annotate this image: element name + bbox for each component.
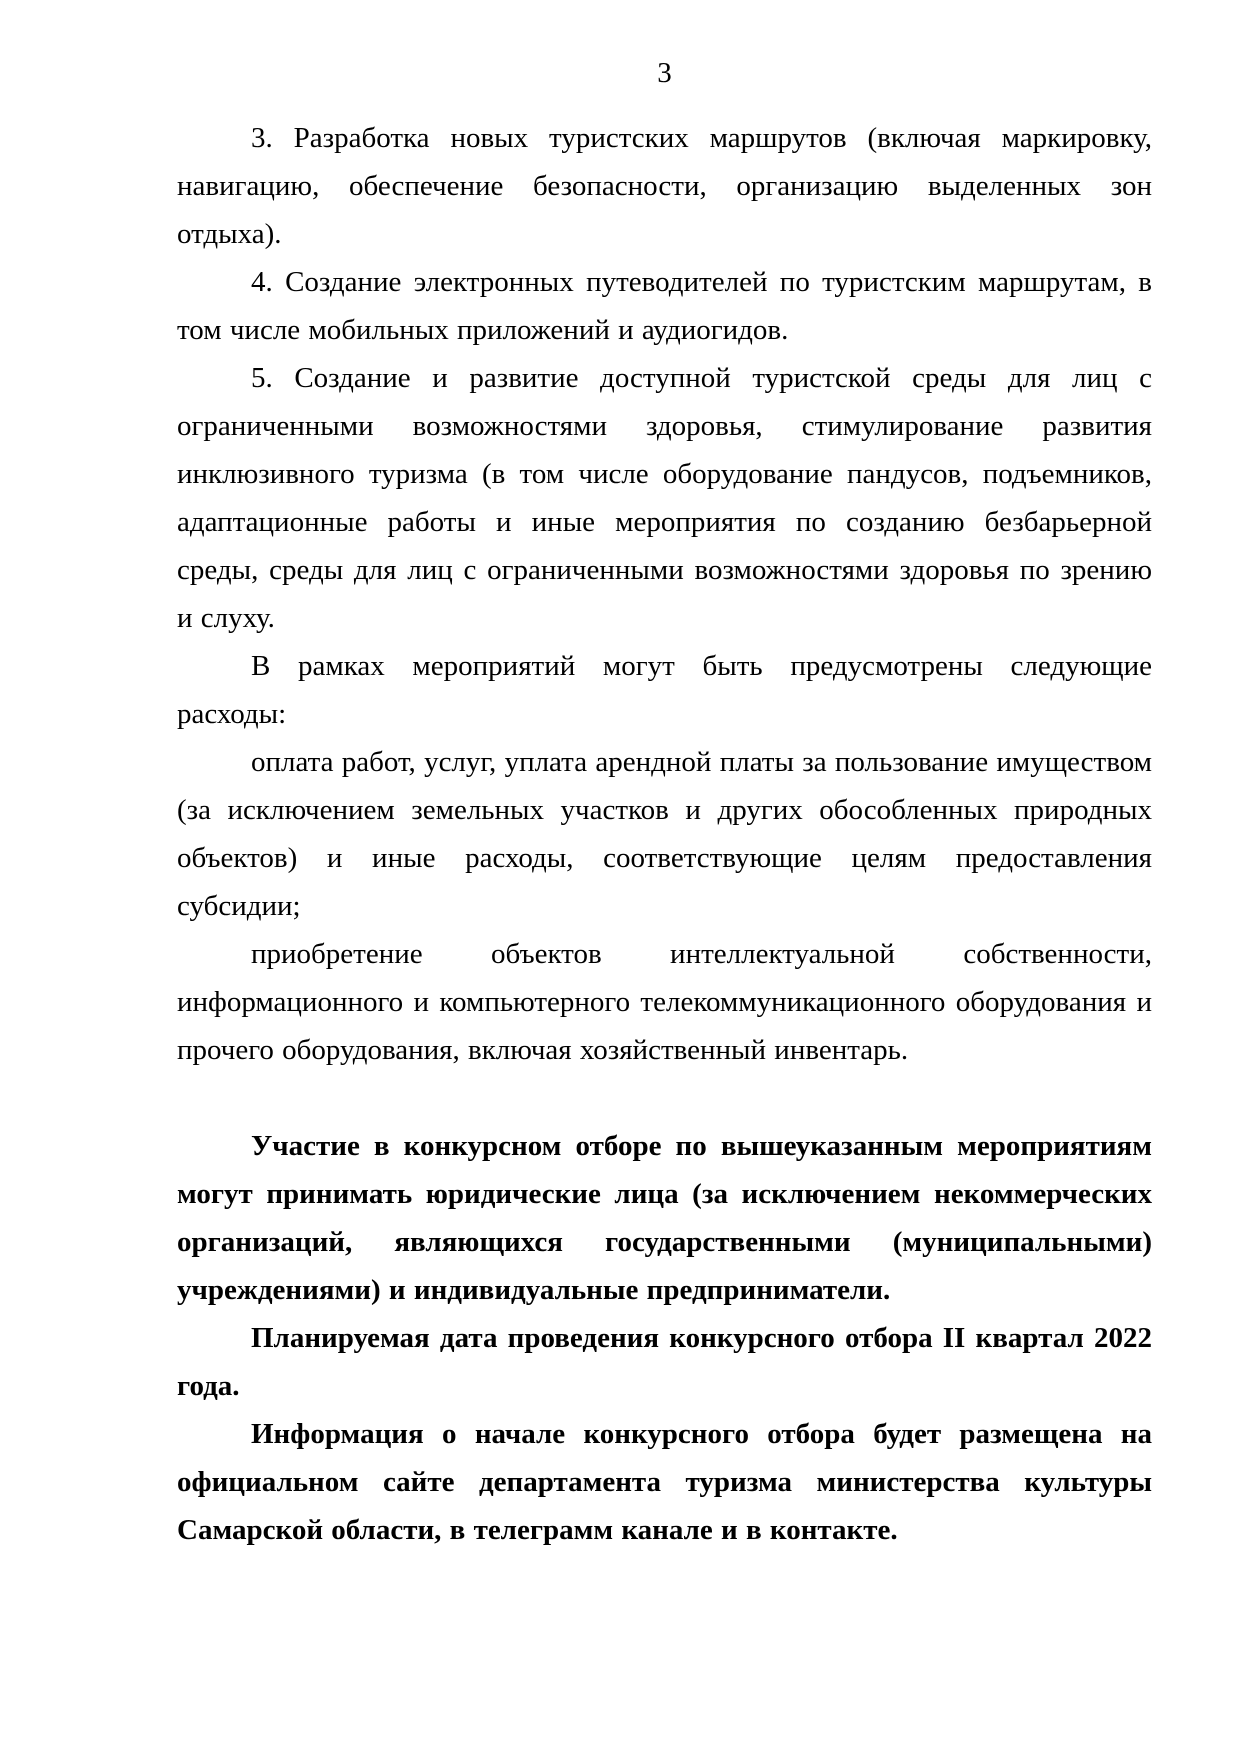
body-paragraph-item-3: 3. Разработка новых туристских маршрутов (включая маркировку, навигацию, обеспечение безопасности, организацию выделенных зон отдыха).	[177, 122, 1152, 250]
page-content	[177, 56, 1152, 1554]
body-paragraph-item-5: 5. Создание и развитие доступной туристской среды для лиц с ограниченными возможностями здоровья, стимулирование развития инклюзивного туризма (в том числе оборудование пандусов, подъемников, адаптационные работы и иные мероприятия по созданию безбарьерной среды, среды для лиц с ограниченными возможностями здоровья по зрению и слуху.	[177, 362, 1152, 634]
bold-paragraph-planned-date: Планируемая дата проведения конкурсного отбора II квартал 2022 года.	[177, 1322, 1152, 1402]
body-paragraph-item-4: 4. Создание электронных путеводителей по туристским маршрутам, в том числе мобильных приложений и аудиогидов.	[177, 266, 1152, 346]
paragraph-spacer	[177, 1074, 1152, 1122]
body-paragraph-expenses-payment: оплата работ, услуг, уплата арендной платы за пользование имуществом (за исключением земельных участков и других обособленных природных объектов) и иные расходы, соответствующие целям предоставления субсидии;	[177, 746, 1152, 922]
body-paragraph-expenses-intro: В рамках мероприятий могут быть предусмотрены следующие расходы:	[177, 650, 1152, 730]
page-number: 3	[657, 57, 672, 89]
body-paragraph-expenses-acquisition: приобретение объектов интеллектуальной собственности, информационного и компьютерного телекоммуникационного оборудования и прочего оборудования, включая хозяйственный инвентарь.	[177, 938, 1152, 1066]
bold-paragraph-announcement-info: Информация о начале конкурсного отбора будет размещена на официальном сайте департамента туризма министерства культуры Самарской области, в телеграмм канале и в контакте.	[177, 1418, 1152, 1546]
bold-paragraph-participation: Участие в конкурсном отборе по вышеуказанным мероприятиям могут принимать юридические лица (за исключением некоммерческих организаций, являющихся государственными (муниципальными) учреждениями) и индивидуальные предприниматели.	[177, 1130, 1152, 1306]
